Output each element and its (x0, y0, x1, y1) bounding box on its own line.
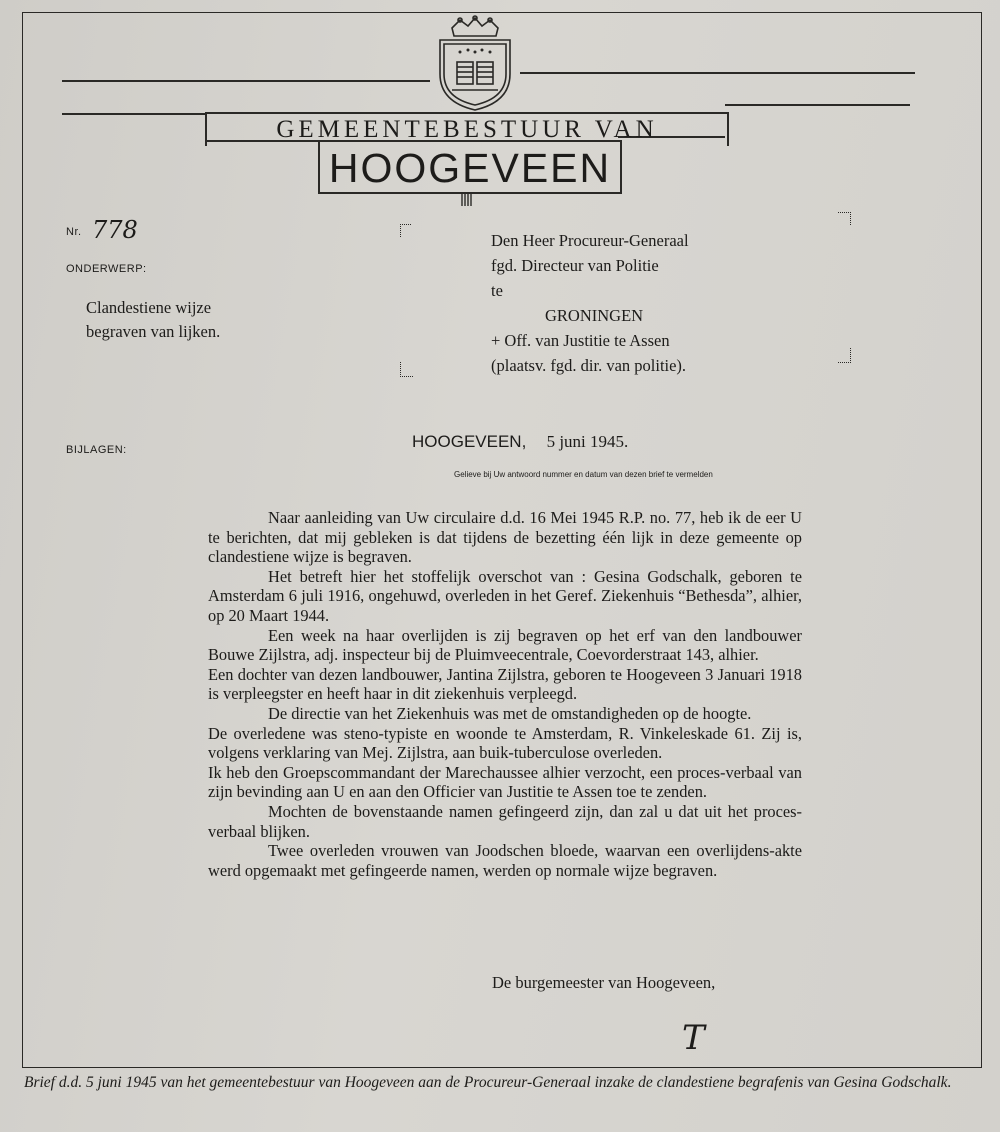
letterhead-rule-left-top (62, 80, 430, 82)
letterhead-rule-right-top (520, 72, 915, 74)
crest-icon (430, 14, 520, 114)
address-line: + Off. van Justitie te Assen (491, 331, 670, 350)
address-block (491, 228, 821, 378)
address-line: fgd. Directeur van Politie (491, 256, 659, 275)
letter-body (208, 508, 802, 880)
subject-line: Clandestiene wijze (86, 298, 212, 317)
reply-note: Gelieve bij Uw antwoord nummer en datum van dezen brief te vermelden (454, 470, 713, 479)
paragraph: Een dochter van dezen landbouwer, Jantina Zijlstra, geboren te Hoogeveen 3 Januari 1918 is verpleegster en heeft haar in dit ziekenhuis verpleegd. (208, 664, 802, 704)
paragraph: Het betreft hier het stoffelijk overschot van : Gesina Godschalk, geboren te Amsterdam 6 juli 1916, ongehuwd, overleden in het Geref. Ziekenhuis “Bethesda”, alhier, op 20 Maart 1944. (208, 566, 802, 625)
dateline-place: HOOGEVEEN, (412, 432, 527, 451)
signature: T (682, 1018, 705, 1058)
address-line: te (491, 281, 503, 300)
address-corner-bl (400, 362, 413, 377)
caption: Brief d.d. 5 juni 1945 van het gemeentebestuur van Hoogeveen aan de Procureur-Generaal inzake de clandestiene begrafenis van Gesina Godschalk. (24, 1074, 952, 1091)
paragraph: Een week na haar overlijden is zij begraven op het erf van den landbouwer Bouwe Zijlstra, adj. inspecteur bij de Pluimveecentrale, Coevorderstraat 143, alhier. (208, 625, 802, 665)
address-corner-tr (838, 212, 851, 225)
bijlagen-label: BIJLAGEN: (66, 444, 127, 456)
ornament-icon (460, 192, 474, 206)
dateline-date: 5 juni 1945. (546, 432, 629, 451)
paragraph: De overledene was steno-typiste en woonde te Amsterdam, R. Vinkeleskade 61. Zij is, volgens verklaring van Mej. Zijlstra, aan buik-tuberculose overleden. (208, 723, 802, 763)
letterhead-rule-left (62, 113, 205, 115)
subject (86, 296, 220, 344)
address-corner-br (838, 348, 851, 363)
nr-value: 778 (92, 216, 138, 244)
onderwerp-label: ONDERWERP: (66, 263, 147, 275)
address-city: GRONINGEN (545, 306, 644, 325)
letterhead-line1: GEMEENTEBESTUUR VAN (205, 112, 729, 146)
letterhead-line2: HOOGEVEEN (318, 140, 622, 194)
nr-label: Nr. (66, 226, 82, 238)
address-line: (plaatsv. fgd. dir. van politie). (491, 356, 687, 375)
address-corner-tl (400, 224, 411, 237)
paragraph: Naar aanleiding van Uw circulaire d.d. 16 Mei 1945 R.P. no. 77, heb ik de eer U te berichten, dat mij gebleken is dat tijdens de bezetting één lijk in deze gemeente op clandestiene wijze is begraven. (208, 508, 802, 567)
dateline (412, 432, 628, 452)
letterhead-rule-right (725, 104, 910, 106)
address-line: Den Heer Procureur-Generaal (491, 231, 689, 250)
signoff: De burgemeester van Hoogeveen, (492, 973, 716, 992)
paragraph: De directie van het Ziekenhuis was met de omstandigheden op de hoogte. (268, 703, 752, 723)
paragraph: Mochten de bovenstaande namen gefingeerd zijn, dan zal u dat uit het proces-verbaal blijken. (208, 801, 802, 841)
paragraph: Ik heb den Groepscommandant der Marechaussee alhier verzocht, een proces-verbaal van zijn bevinding aan U en aan den Officier van Justitie te Assen toe te zenden. (208, 762, 802, 802)
subject-line: begraven van lijken. (86, 322, 221, 341)
paragraph: Twee overleden vrouwen van Joodschen bloede, waarvan een overlijdens-akte werd opgemaakt met gefingeerde namen, werden op normale wijze begraven. (208, 841, 802, 880)
